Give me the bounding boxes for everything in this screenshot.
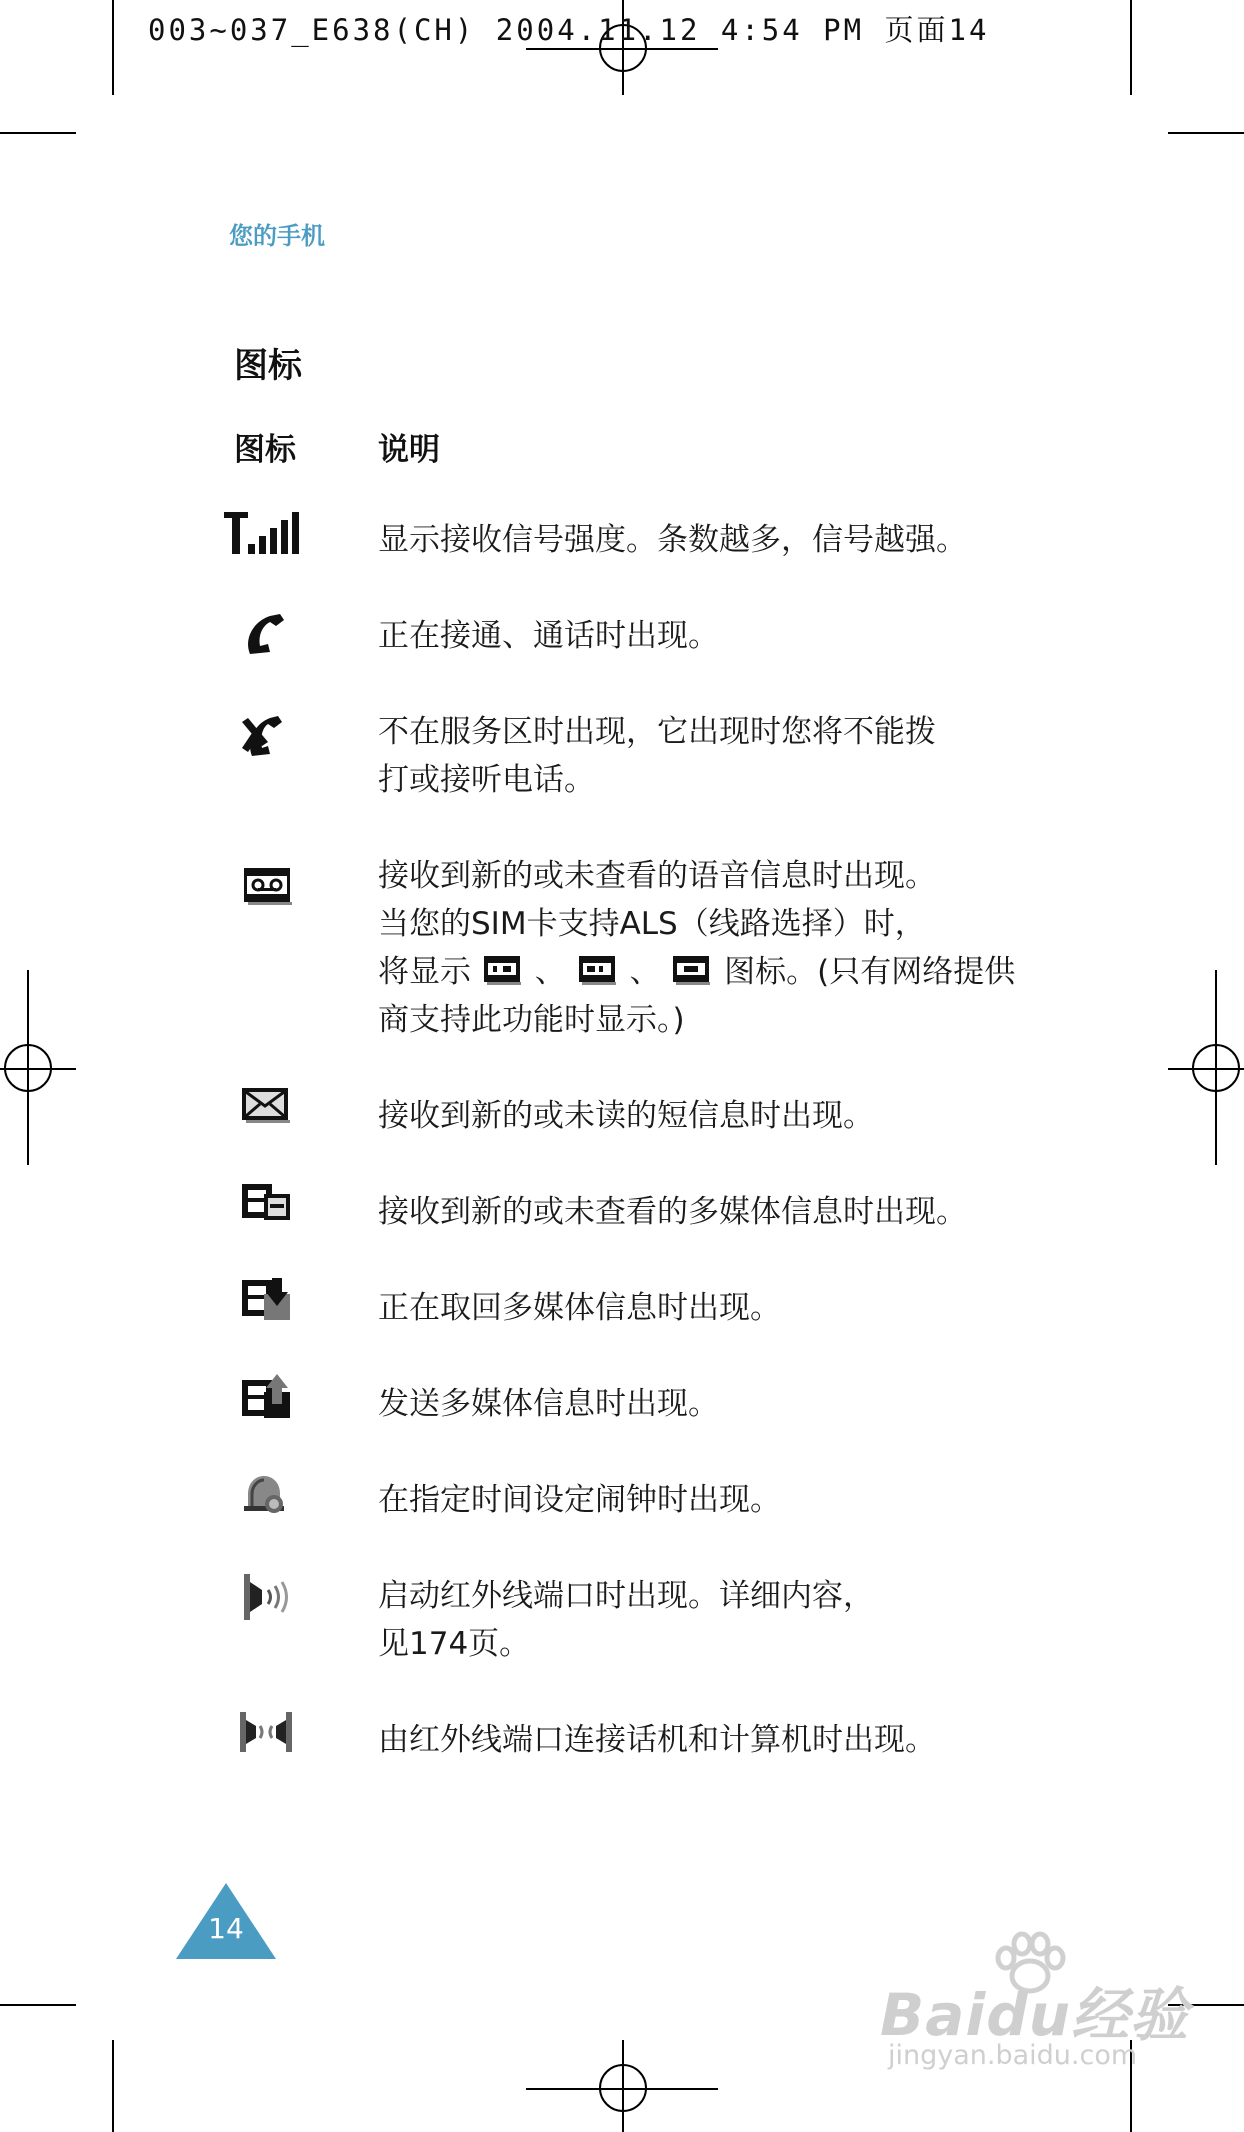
row-description: 接收到新的或未查看的多媒体信息时出现。 — [378, 1194, 967, 1230]
table-row — [378, 852, 1015, 1044]
line2-voicemail-icon — [578, 955, 618, 985]
column-header-description: 说明 — [378, 432, 440, 468]
voicemail-icon — [242, 866, 332, 926]
call-active-icon — [240, 610, 330, 670]
mms-download-icon — [240, 1276, 330, 1336]
table-row — [378, 612, 719, 660]
section-label: 您的手机 — [229, 222, 325, 250]
table-row — [378, 1284, 781, 1332]
row-description: 接收到新的或未查看的语音信息时出现。 — [378, 858, 936, 894]
table-row — [378, 1380, 719, 1428]
registration-mark — [526, 2088, 718, 2090]
row-description: 接收到新的或未读的短信息时出现。 — [378, 1098, 874, 1134]
row-description: 正在取回多媒体信息时出现。 — [378, 1290, 781, 1326]
table-row — [378, 1572, 874, 1668]
table-row — [378, 1716, 936, 1764]
table-row — [378, 1476, 781, 1524]
no-service-icon — [238, 712, 328, 772]
row-description: 发送多媒体信息时出现。 — [378, 1386, 719, 1422]
line-both-voicemail-icon — [672, 955, 712, 985]
page-number: 14 — [208, 1912, 244, 1945]
crop-mark — [112, 0, 114, 95]
registration-mark — [1168, 1068, 1244, 1070]
print-header: 003~037_E638(CH) 2004.11.12 4:54 PM 页面14 — [148, 13, 990, 47]
row-description: 由红外线端口连接话机和计算机时出现。 — [378, 1722, 936, 1758]
table-row — [378, 516, 967, 564]
column-header-icon: 图标 — [234, 432, 296, 468]
row-text: 图标。(只有网络提供 — [724, 954, 1016, 990]
crop-mark — [0, 132, 76, 134]
row-description: 显示接收信号强度。条数越多，信号越强。 — [378, 522, 967, 558]
row-description: 正在接通、通话时出现。 — [378, 618, 719, 654]
line1-voicemail-icon — [483, 955, 523, 985]
mms-icon — [240, 1180, 330, 1240]
row-description: 商支持此功能时显示。) — [378, 1002, 685, 1038]
row-description: 在指定时间设定闹钟时出现。 — [378, 1482, 781, 1518]
watermark-brand: Baidu经验 — [880, 1981, 1190, 2049]
mms-upload-icon — [240, 1372, 330, 1432]
crop-mark — [1168, 132, 1244, 134]
section-title: 图标 — [234, 346, 302, 386]
baidu-watermark — [880, 1930, 1200, 2080]
crop-mark — [0, 2004, 76, 2006]
row-description: 见174页。 — [378, 1626, 531, 1662]
row-description-inline — [378, 948, 1015, 996]
row-description: 启动红外线端口时出现。详细内容， — [378, 1578, 874, 1614]
watermark-url: jingyan.baidu.com — [888, 2040, 1138, 2071]
crop-mark — [112, 2040, 114, 2132]
row-text: 、 — [534, 954, 566, 990]
alarm-bell-icon — [240, 1472, 330, 1532]
row-description: 不在服务区时出现，它出现时您将不能拨 — [378, 714, 936, 750]
sms-envelope-icon — [240, 1086, 330, 1146]
registration-mark — [0, 1068, 76, 1070]
row-text: 将显示 — [378, 954, 471, 990]
row-description: 打或接听电话。 — [378, 762, 595, 798]
table-row — [378, 1092, 874, 1140]
infrared-connected-icon — [238, 1710, 328, 1770]
table-row — [378, 708, 936, 804]
row-text: 、 — [629, 954, 661, 990]
crop-mark — [1130, 0, 1132, 95]
infrared-active-icon — [240, 1570, 330, 1630]
row-description: 当您的SIM卡支持ALS（线路选择）时， — [378, 906, 926, 942]
table-row — [378, 1188, 967, 1236]
signal-strength-icon — [222, 508, 312, 568]
